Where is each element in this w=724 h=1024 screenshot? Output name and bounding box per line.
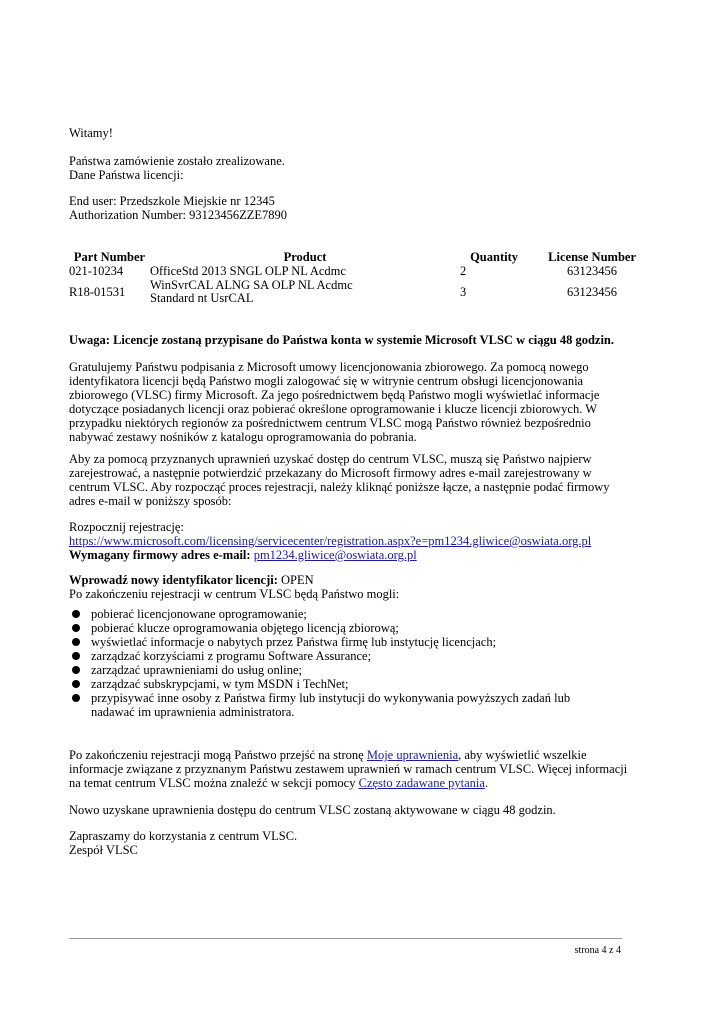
cell-qty: 2 xyxy=(460,263,467,278)
capabilities-list xyxy=(69,607,589,719)
cell-product: WinSvrCAL ALNG SA OLP NL Acdmc Standard nt UsrCAL xyxy=(150,278,353,305)
cell-license: 63123456 xyxy=(567,284,617,299)
list-item: wyświetlać informacje o nabytych przez Państwa firmę lub instytucję licencjach; xyxy=(69,635,589,649)
authorization-number: Authorization Number: 93123456ZZE7890 xyxy=(69,208,288,222)
registration-label: Rozpocznij rejestrację: xyxy=(69,520,184,534)
header-product: Product xyxy=(283,250,327,264)
table-header-row xyxy=(69,250,644,264)
header-quantity: Quantity xyxy=(470,250,518,264)
paragraph-intro: Gratulujemy Państwu podpisania z Microsoft umowy licencjonowania zbiorowego. Za pomocą nowego identyfikatora licencji będą Państwo mogli zalogować się w witrynie centrum obsługi licencjonowania zbiorowego (VLSC) firmy Microsoft. Za jego pośrednictwem będą Państwo mogli wyświetlać informacje dotyczące posiadanych licencji oraz pobierać określone oprogramowanie i klucze licencji zbiorowych. W przypadku niektórych regionów za pośrednictwem centrum VLSC mogą Państwo również bezpośrednio nabywać zestawy nośników z katalogu oprogramowania do pobrania. xyxy=(69,360,600,444)
list-item: pobierać klucze oprogramowania objętego licencją zbiorową; xyxy=(69,621,589,635)
customer-info xyxy=(69,194,287,222)
closing: Zapraszamy do korzystania z centrum VLSC. Zespół VLSC xyxy=(69,829,298,857)
license-table xyxy=(69,250,644,306)
list-item: zarządzać subskrypcjami, w tym MSDN i TechNet; xyxy=(69,677,589,691)
cell-part: 021-10234 xyxy=(69,263,124,278)
my-permissions-link[interactable]: Moje uprawnienia xyxy=(366,748,459,762)
page-number: strona 4 z 4 xyxy=(574,945,621,956)
intro xyxy=(69,154,285,182)
faq-link[interactable]: Często zadawane pytania xyxy=(358,776,485,790)
notice: Uwaga: Licencje zostaną przypisane do Państwa konta w systemie Microsoft VLSC w ciągu 48 godzin. xyxy=(69,333,615,347)
header-license-number: License Number xyxy=(548,250,636,264)
table-row xyxy=(69,278,644,306)
cell-part: R18-01531 xyxy=(69,284,126,299)
registration-link[interactable]: https://www.microsoft.com/licensing/servicecenter/registration.aspx?e=pm1234.gliwice@oswiata.org.pl xyxy=(69,534,592,548)
header-part-number: Part Number xyxy=(73,250,146,264)
greeting: Witamy! xyxy=(69,126,113,140)
cell-qty: 3 xyxy=(460,284,467,299)
new-id-value: OPEN xyxy=(281,573,314,587)
list-item: przypisywać inne osoby z Państwa firmy lub instytucji do wykonywania powyższych zadań lub nadawać im uprawnienia administratora. xyxy=(69,691,589,719)
intro-line: Państwa zamówienie zostało zrealizowane. xyxy=(69,154,285,168)
document-page xyxy=(69,0,654,1024)
paragraph-more-info: Po zakończeniu rejestracji mogą Państwo przejść na stronę Moje uprawnienia, aby wyświetlić wszelkie informacje związane z przyznanym Państwu zestawem uprawnień w ramach centrum VLSC. Więcej informacji na temat centrum VLSC można znaleźć w sekcji pomocy Często zadawane pytania. xyxy=(69,748,628,790)
list-item: zarządzać uprawnieniami do usług online; xyxy=(69,663,589,677)
end-user: End user: Przedszkole Miejskie nr 12345 xyxy=(69,194,275,208)
after-registration: Po zakończeniu rejestracji w centrum VLSC będą Państwo mogli: xyxy=(69,587,400,601)
email-link[interactable]: pm1234.gliwice@oswiata.org.pl xyxy=(253,548,417,562)
intro-line: Dane Państwa licencji: xyxy=(69,168,184,182)
cell-license: 63123456 xyxy=(567,263,617,278)
cell-product: OfficeStd 2013 SNGL OLP NL Acdmc xyxy=(150,263,346,278)
signature: Zespół VLSC xyxy=(69,843,138,857)
list-item: pobierać licencjonowane oprogramowanie; xyxy=(69,607,589,621)
footer-divider xyxy=(69,938,622,939)
registration-block xyxy=(69,520,591,562)
list-item: zarządzać korzyściami z programu Software Assurance; xyxy=(69,649,589,663)
new-id-block xyxy=(69,573,399,601)
email-label: Wymagany firmowy adres e-mail: xyxy=(69,548,251,562)
paragraph-registration: Aby za pomocą przyznanych uprawnień uzyskać dostęp do centrum VLSC, muszą się Państwo najpierw zarejestrować, a następnie potwierdzić przekazany do Microsoft firmowy adres e-mail zarejestrowany w centrum VLSC. Aby rozpocząć proces rejestracji, należy kliknąć poniższe łącze, a następnie podać firmowy adres e-mail w poniższy sposób: xyxy=(69,452,610,508)
new-id-label: Wprowadź nowy identyfikator licencji: xyxy=(69,573,278,587)
activation-note: Nowo uzyskane uprawnienia dostępu do centrum VLSC zostaną aktywowane w ciągu 48 godzin. xyxy=(69,803,556,817)
table-row xyxy=(69,264,644,278)
